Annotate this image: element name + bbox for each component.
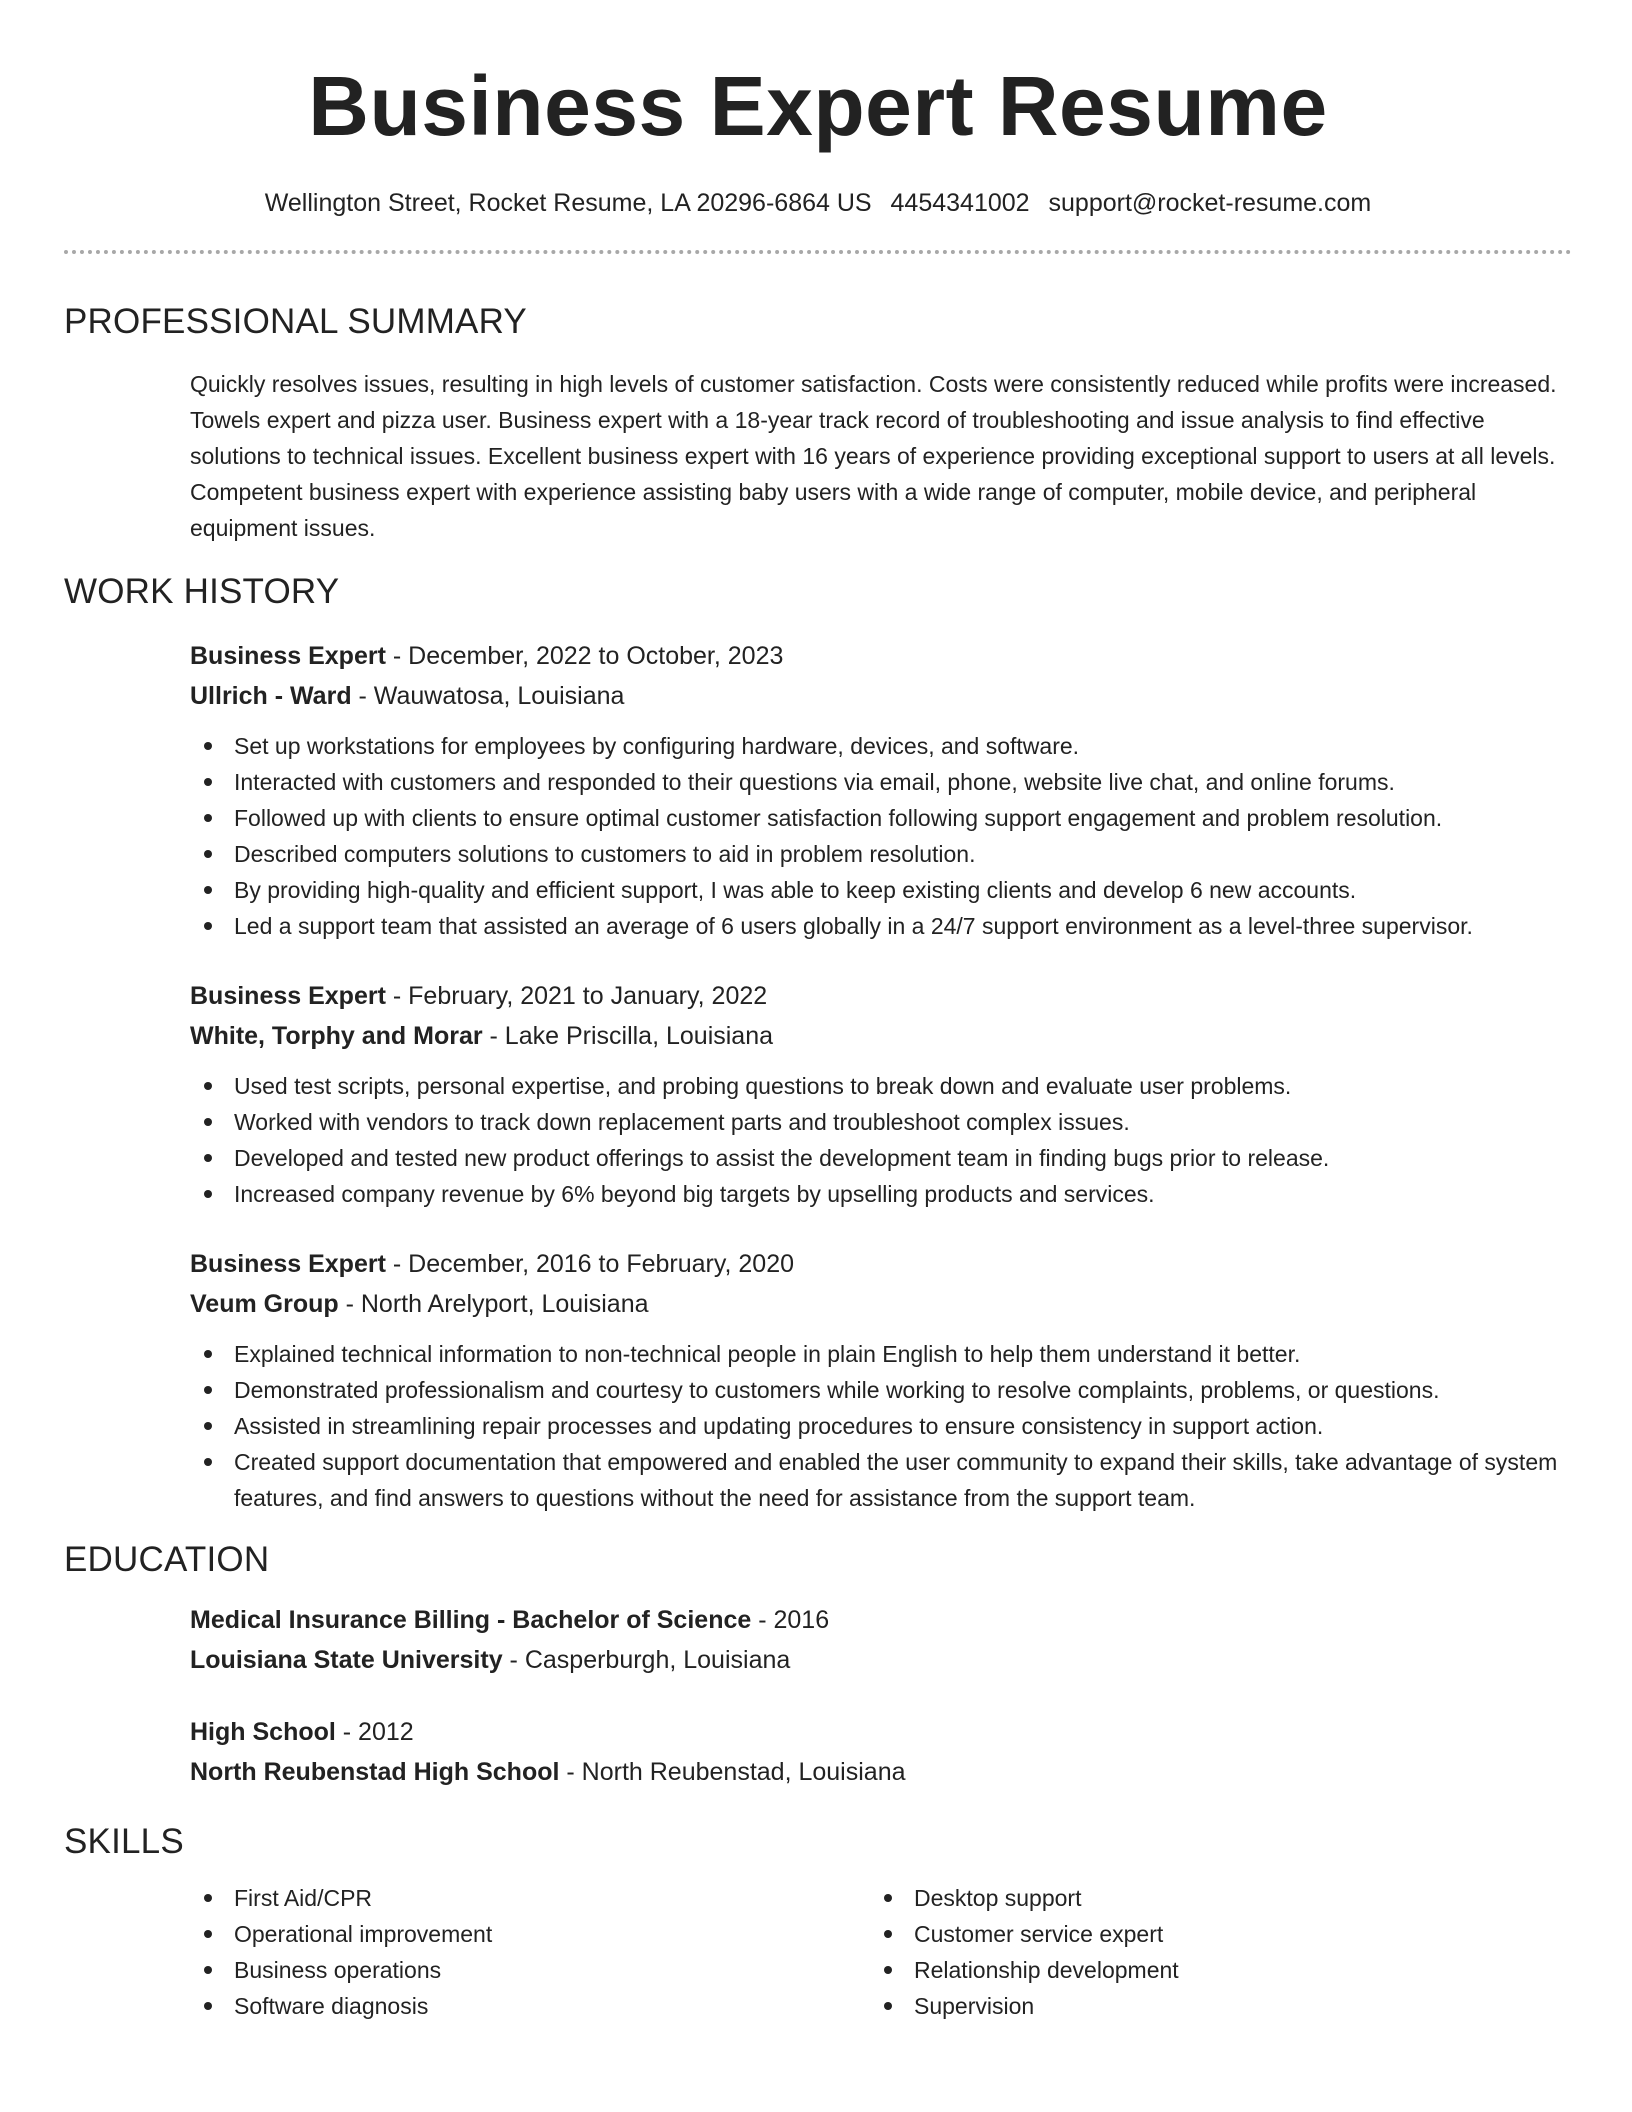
education-school: North Reubenstad High School [190,1758,560,1786]
skills-grid [190,1880,1572,2024]
job-company: Ullrich - Ward [190,682,352,710]
job-bullet: Used test scripts, personal expertise, and probing questions to break down and evaluate user problems. [234,1068,1572,1104]
skills-list [190,1880,870,2024]
skill-item: Software diagnosis [234,1988,870,2024]
job-bullets [190,1068,1572,1212]
job-bullet: Described computers solutions to customers to aid in problem resolution. [234,836,1572,872]
skill-item: Relationship development [914,1952,1550,1988]
job-location: - Wauwatosa, Louisiana [351,682,625,710]
education-school-line [190,1640,1572,1680]
job-company: White, Torphy and Morar [190,1022,483,1050]
skill-item: Customer service expert [914,1916,1550,1952]
summary-text: Quickly resolves issues, resulting in high levels of customer satisfaction. Costs were consistently reduced while profits were increased. Towels expert and pizza user. Business expert with a 18-year track record of troubleshooting and issue analysis to find effective solutions to technical issues. Excellent business expert with 16 years of experience providing exceptional support to users at all levels. Competent business expert with experience assisting baby users with a wide range of computer, mobile device, and peripheral equipment issues. [190,371,1557,541]
education-year: - 2012 [335,1718,414,1746]
job-location: - Lake Priscilla, Louisiana [482,1022,774,1050]
job-bullet: Created support documentation that empowered and enabled the user community to expand their skills, take advantage of system features, and find answers to questions without the need for assistance from the support team. [234,1444,1572,1516]
job-entry [190,976,1572,1212]
contact-email[interactable]: support@rocket-resume.com [1048,189,1372,217]
job-company-line [190,676,1572,716]
skills-heading: SKILLS [64,1822,184,1861]
work-heading: WORK HISTORY [64,572,340,611]
job-role: Business Expert [190,982,386,1010]
skill-item: Desktop support [914,1880,1550,1916]
job-bullet: Followed up with clients to ensure optimal customer satisfaction following support engagement and problem resolution. [234,800,1572,836]
education-degree: Medical Insurance Billing - Bachelor of Science [190,1606,752,1634]
job-bullet: Explained technical information to non-technical people in plain English to help them understand it better. [234,1336,1572,1372]
skill-item: Supervision [914,1988,1550,2024]
skills-column-right [870,1880,1550,2024]
resume-page [64,0,1572,2024]
skill-item: Business operations [234,1952,870,1988]
job-bullet: Set up workstations for employees by configuring hardware, devices, and software. [234,728,1572,764]
job-entry [190,636,1572,944]
job-bullets [190,728,1572,944]
work-section [190,636,1572,1516]
job-company: Veum Group [190,1290,339,1318]
skills-column-left [190,1880,870,2024]
job-company-line [190,1284,1572,1324]
resume-title: Business Expert Resume [308,59,1328,153]
education-entry [190,1600,1572,1680]
job-location: - North Arelyport, Louisiana [338,1290,649,1318]
skill-item: Operational improvement [234,1916,870,1952]
job-dates: - December, 2016 to February, 2020 [385,1250,795,1278]
education-location: - North Reubenstad, Louisiana [559,1758,906,1786]
contact-address: Wellington Street, Rocket Resume, LA 20296-6864 US [264,189,872,217]
job-title-line [190,636,1572,676]
job-bullet: By providing high-quality and efficient support, I was able to keep existing clients and develop 6 new accounts. [234,872,1572,908]
job-bullet: Developed and tested new product offerings to assist the development team in finding bugs prior to release. [234,1140,1572,1176]
job-entry [190,1244,1572,1516]
education-degree-line [190,1712,1572,1752]
job-title-line [190,1244,1572,1284]
job-role: Business Expert [190,642,386,670]
education-entry [190,1712,1572,1792]
education-year: - 2016 [751,1606,830,1634]
education-degree: High School [190,1718,336,1746]
skill-item: First Aid/CPR [234,1880,870,1916]
skills-section [190,1880,1572,2024]
job-bullet: Led a support team that assisted an average of 6 users globally in a 24/7 support environment as a level-three supervisor. [234,908,1572,944]
job-dates: - February, 2021 to January, 2022 [385,982,768,1010]
contact-phone: 4454341002 [890,189,1030,217]
header-divider [64,250,1572,254]
job-company-line [190,1016,1572,1056]
job-bullet: Interacted with customers and responded to their questions via email, phone, website live chat, and online forums. [234,764,1572,800]
education-section [190,1600,1572,1792]
contact-line [64,186,1572,220]
education-school: Louisiana State University [190,1646,503,1674]
job-bullet: Assisted in streamlining repair processes and updating procedures to ensure consistency in support action. [234,1408,1572,1444]
job-bullet: Increased company revenue by 6% beyond big targets by upselling products and services. [234,1176,1572,1212]
job-bullet: Demonstrated professionalism and courtesy to customers while working to resolve complaints, problems, or questions. [234,1372,1572,1408]
summary-heading: PROFESSIONAL SUMMARY [64,302,527,341]
summary-section [190,366,1572,546]
education-school-line [190,1752,1572,1792]
job-title-line [190,976,1572,1016]
education-degree-line [190,1600,1572,1640]
job-dates: - December, 2022 to October, 2023 [385,642,784,670]
job-bullet: Worked with vendors to track down replacement parts and troubleshoot complex issues. [234,1104,1572,1140]
education-heading: EDUCATION [64,1540,270,1579]
job-bullets [190,1336,1572,1516]
skills-list [870,1880,1550,2024]
education-location: - Casperburgh, Louisiana [502,1646,791,1674]
job-role: Business Expert [190,1250,386,1278]
